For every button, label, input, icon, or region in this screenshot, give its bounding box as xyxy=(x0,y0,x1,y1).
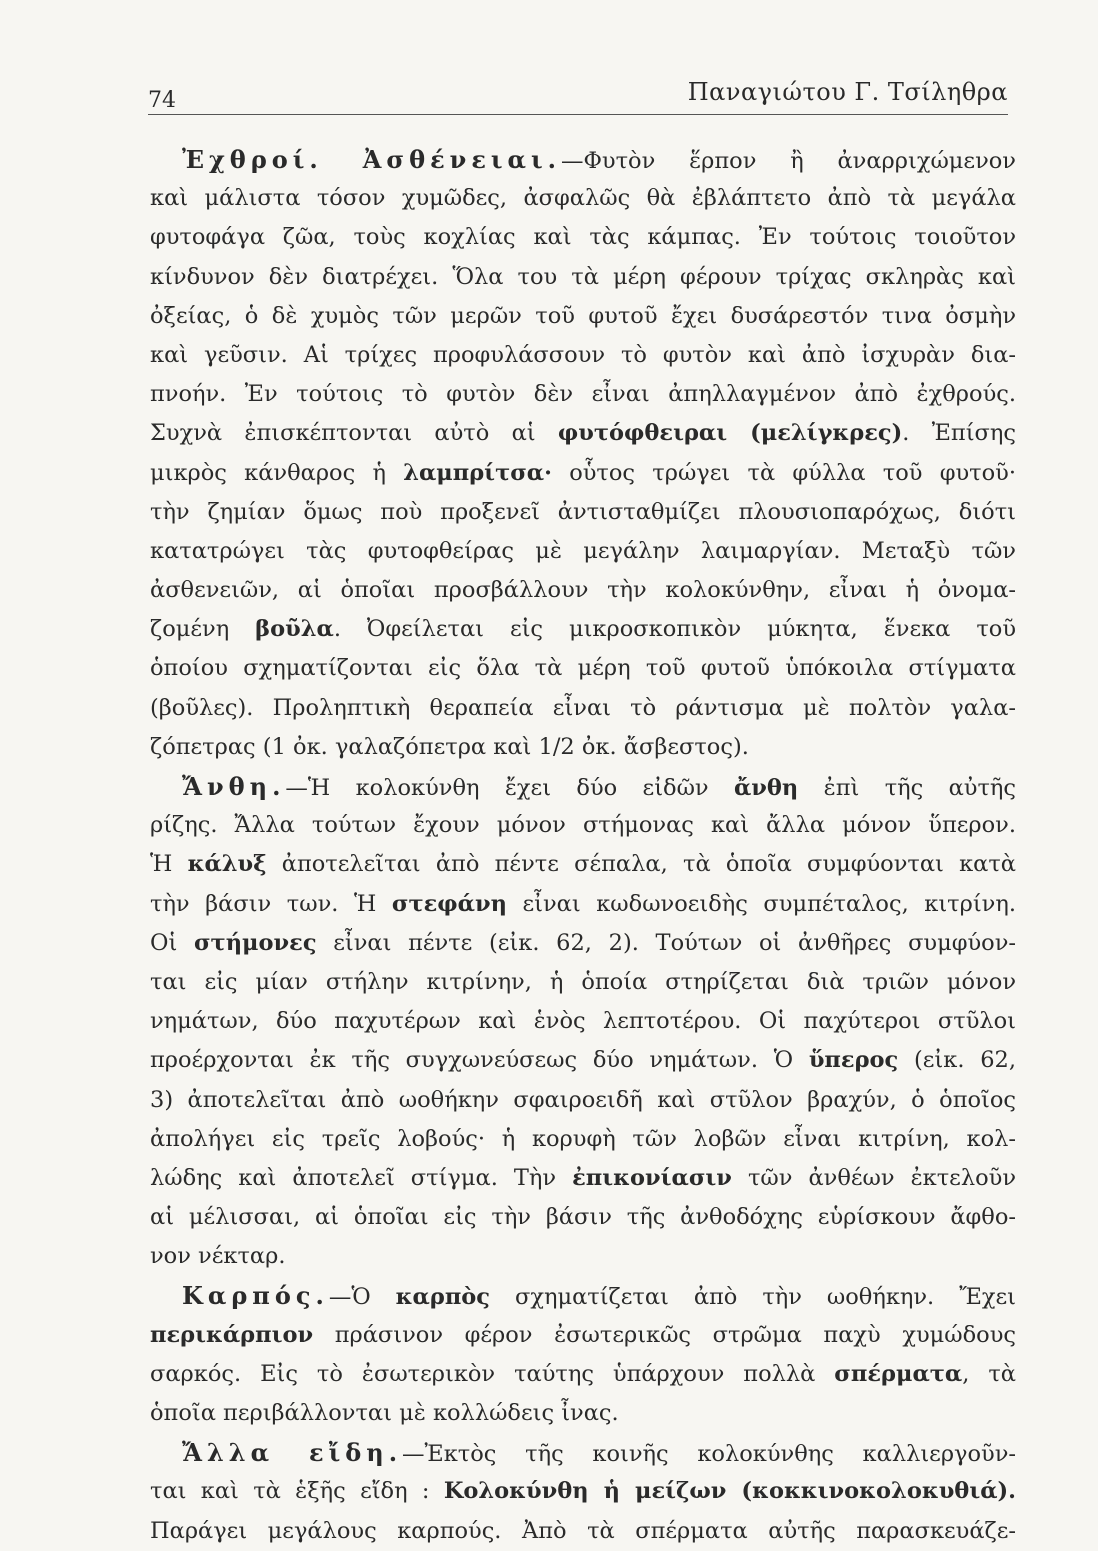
text-line xyxy=(150,571,1016,610)
text-run: εἶναι πέντε (εἰκ. 62, 2). Τούτων οἱ ἀνθῆρες συμφύον- xyxy=(316,929,1016,956)
text-line xyxy=(150,885,1016,924)
text-line xyxy=(150,336,1016,375)
text-run: νημάτων, δύο παχυτέρων καὶ ἑνὸς λεπτοτέρου. Οἱ παχύτεροι στῦλοι xyxy=(150,1008,1016,1035)
text-line xyxy=(150,454,1016,493)
text-line xyxy=(150,1120,1016,1159)
text-line xyxy=(150,1237,1016,1276)
text-run: ρίζης. Ἄλλα τούτων ἔχουν μόνον στήμονας καὶ ἄλλα μόνον ὕπερον. xyxy=(150,812,1016,839)
text-line xyxy=(150,806,1016,845)
text-line xyxy=(150,1355,1016,1394)
text-line xyxy=(150,414,1016,453)
text-line xyxy=(150,924,1016,963)
text-run: κίνδυνον δὲν διατρέχει. Ὅλα του τὰ μέρη φέρουν τρίχας σκληρὰς καὶ xyxy=(150,263,1016,290)
text-run: Συχνὰ ἐπισκέπτονται αὐτὸ αἱ xyxy=(150,420,558,447)
bold-term: βοῦλα xyxy=(255,616,334,643)
text-line xyxy=(150,532,1016,571)
bold-term: περικάρπιον xyxy=(150,1321,314,1348)
text-run: τῶν ἀνθέων ἐκτελοῦν xyxy=(731,1164,1016,1191)
text-run: ζομένη xyxy=(150,616,256,643)
text-line xyxy=(150,297,1016,336)
bold-term: σπέρματα xyxy=(834,1360,963,1387)
text-run: τὴν βάσιν των. Ἡ xyxy=(150,890,392,917)
text-line xyxy=(150,140,1016,179)
text-run: νον νέκταρ. xyxy=(150,1243,286,1270)
text-line xyxy=(150,1472,1016,1511)
text-line xyxy=(150,1433,1016,1472)
section-heading: Ἄλλα εἴδη. xyxy=(182,1438,403,1468)
text-run: . Ἐπίσης xyxy=(902,420,1016,447)
text-line xyxy=(150,649,1016,688)
text-line xyxy=(150,845,1016,884)
text-line xyxy=(150,1159,1016,1198)
text-line xyxy=(150,218,1016,257)
text-run: εἶναι κωδωνοειδὴς συμπέταλος, κιτρίνη. xyxy=(506,890,1016,917)
body-text xyxy=(150,140,1016,1551)
text-line xyxy=(150,258,1016,297)
text-run: ὁποῖα περιβάλλονται μὲ κολλώδεις ἶνας. xyxy=(150,1400,619,1426)
text-run: , τὰ xyxy=(962,1360,1016,1387)
text-run: —Ἡ κολοκύνθη ἔχει δύο εἰδῶν xyxy=(285,775,734,801)
bold-term: στήμονες xyxy=(193,929,317,956)
page-number: 74 xyxy=(148,88,176,113)
bold-term: ὕπερος xyxy=(808,1047,899,1074)
running-head: Παναγιώτου Γ. Τσίληθρα xyxy=(687,78,1008,106)
section-heading: Ἄνθη. xyxy=(182,772,286,801)
section-heading: Καρπός. xyxy=(182,1281,329,1311)
text-run: οὗτος τρώγει τὰ φύλλα τοῦ φυτοῦ· xyxy=(551,459,1016,486)
text-run: —Ἐκτὸς τῆς κοινῆς κολοκύνθης καλλιεργοῦν- xyxy=(402,1441,1016,1468)
bold-term: φυτόφθειραι (μελίγκρες) xyxy=(557,420,903,447)
text-run: ζόπετρας (1 ὀκ. γαλαζόπετρα καὶ 1/2 ὀκ. ἄσβεστος). xyxy=(150,733,749,760)
text-run: Οἱ xyxy=(150,929,194,956)
text-run: ἀποτελεῖται ἀπὸ πέντε σέπαλα, τὰ ὁποῖα συμφύονται κατὰ xyxy=(266,851,1016,878)
text-run: σχηματίζεται ἀπὸ τὴν ωοθήκην. Ἔχει xyxy=(490,1284,1016,1311)
text-line xyxy=(150,1276,1016,1315)
text-line xyxy=(150,1198,1016,1237)
text-run: ὁποίου σχηματίζονται εἰς ὅλα τὰ μέρη τοῦ φυτοῦ ὑπόκοιλα στίγματα xyxy=(150,655,1016,682)
text-run: φυτοφάγα ζῶα, τοὺς κοχλίας καὶ τὰς κάμπας. Ἐν τούτοις τοιοῦτον xyxy=(150,224,1016,251)
text-run: Ἡ xyxy=(150,851,188,878)
text-run: λώδης καὶ ἀποτελεῖ στίγμα. Τὴν xyxy=(150,1164,573,1191)
text-line xyxy=(150,1041,1016,1080)
text-run: σαρκός. Εἰς τὸ ἐσωτερικὸν ταύτης ὑπάρχουν πολλὰ xyxy=(150,1360,835,1387)
text-line xyxy=(150,493,1016,532)
text-line xyxy=(150,767,1016,806)
text-line xyxy=(150,1081,1016,1120)
bold-term: κάλυξ xyxy=(187,851,267,878)
text-line xyxy=(150,1316,1016,1355)
text-run: ἀσθενειῶν, αἱ ὁποῖαι προσβάλλουν τὴν κολοκύνθην, εἶναι ἡ ὀνομα- xyxy=(150,577,1016,604)
text-run: προέρχονται ἐκ τῆς συγχωνεύσεως δύο νημάτων. Ὁ xyxy=(150,1047,809,1074)
text-run: ται εἰς μίαν στήλην κιτρίνην, ἡ ὁποία στηρίζεται διὰ τριῶν μόνον xyxy=(150,968,1016,995)
text-run: ἀπολήγει εἰς τρεῖς λοβούς· ἡ κορυφὴ τῶν λοβῶν εἶναι κιτρίνη, κολ- xyxy=(150,1125,1016,1152)
text-line xyxy=(150,1512,1016,1551)
text-run: πνοήν. Ἐν τούτοις τὸ φυτὸν δὲν εἶναι ἀπηλλαγμένον ἀπὸ ἐχθρούς. xyxy=(150,381,1016,408)
text-run: κατατρώγει τὰς φυτοφθείρας μὲ μεγάλην λαιμαργίαν. Μεταξὺ τῶν xyxy=(150,537,1016,564)
text-line xyxy=(150,689,1016,728)
bold-term: στεφάνη xyxy=(391,890,507,917)
text-run: καὶ γεῦσιν. Αἱ τρίχες προφυλάσσουν τὸ φυτὸν καὶ ἀπὸ ἰσχυρὰν δια- xyxy=(150,341,1016,368)
bold-term: ἄνθη xyxy=(733,775,799,801)
text-line xyxy=(150,1394,1016,1433)
text-run: ται καὶ τὰ ἑξῆς εἴδη : xyxy=(150,1478,444,1505)
text-run: (βοῦλες). Προληπτικὴ θεραπεία εἶναι τὸ ράντισμα μὲ πολτὸν γαλα- xyxy=(150,694,1016,721)
text-line xyxy=(150,375,1016,414)
text-line xyxy=(150,610,1016,649)
text-run: ὀξείας, ὁ δὲ χυμὸς τῶν μερῶν τοῦ φυτοῦ ἔχει δυσάρεστόν τινα ὀσμὴν xyxy=(150,302,1016,329)
text-run: τὴν ζημίαν ὅμως ποὺ προξενεῖ ἀντισταθμίζει πλουσιοπαρόχως, διότι xyxy=(150,498,1016,525)
bold-term: λαμπρίτσα· xyxy=(403,459,552,486)
text-run: . Ὀφείλεται εἰς μικροσκοπικὸν μύκητα, ἕνεκα τοῦ xyxy=(333,616,1016,643)
text-run: πράσινον φέρον ἐσωτερικῶς στρῶμα παχὺ χυμώδους xyxy=(313,1321,1016,1348)
text-run: αἱ μέλισσαι, αἱ ὁποῖαι εἰς τὴν βάσιν τῆς ἀνθοδόχης εὑρίσκουν ἄφθο- xyxy=(150,1204,1016,1231)
text-line xyxy=(150,728,1016,767)
text-run: (εἰκ. 62, xyxy=(898,1047,1016,1074)
bold-term: Κολοκύνθη ἡ μείζων (κοκκινοκολοκυθιά). xyxy=(443,1478,1016,1505)
text-run: Παράγει μεγάλους καρπούς. Ἀπὸ τὰ σπέρματα αὐτῆς παρασκευάζε- xyxy=(150,1517,1016,1544)
bold-term: καρπὸς xyxy=(395,1284,490,1311)
text-run: μικρὸς κάνθαρος ἡ xyxy=(150,459,404,486)
page-header xyxy=(148,78,1008,115)
text-line xyxy=(150,1002,1016,1041)
section-heading: Ἐχθροί. Ἀσθένειαι. xyxy=(182,145,561,174)
text-run: —Ὁ xyxy=(328,1284,396,1311)
text-line xyxy=(150,963,1016,1002)
bold-term: ἐπικονίασιν xyxy=(572,1164,732,1191)
text-run: 3) ἀποτελεῖται ἀπὸ ωοθήκην σφαιροειδῆ καὶ στῦλον βραχύν, ὁ ὁποῖος xyxy=(150,1086,1016,1113)
text-line xyxy=(150,179,1016,218)
text-run: ἐπὶ τῆς αὐτῆς xyxy=(798,775,1016,801)
text-run: —Φυτὸν ἕρπον ἢ ἀναρριχώμενον xyxy=(560,148,1016,174)
text-run: καὶ μάλιστα τόσον χυμῶδες, ἀσφαλῶς θὰ ἐβλάπτετο ἀπὸ τὰ μεγάλα xyxy=(150,185,1016,212)
